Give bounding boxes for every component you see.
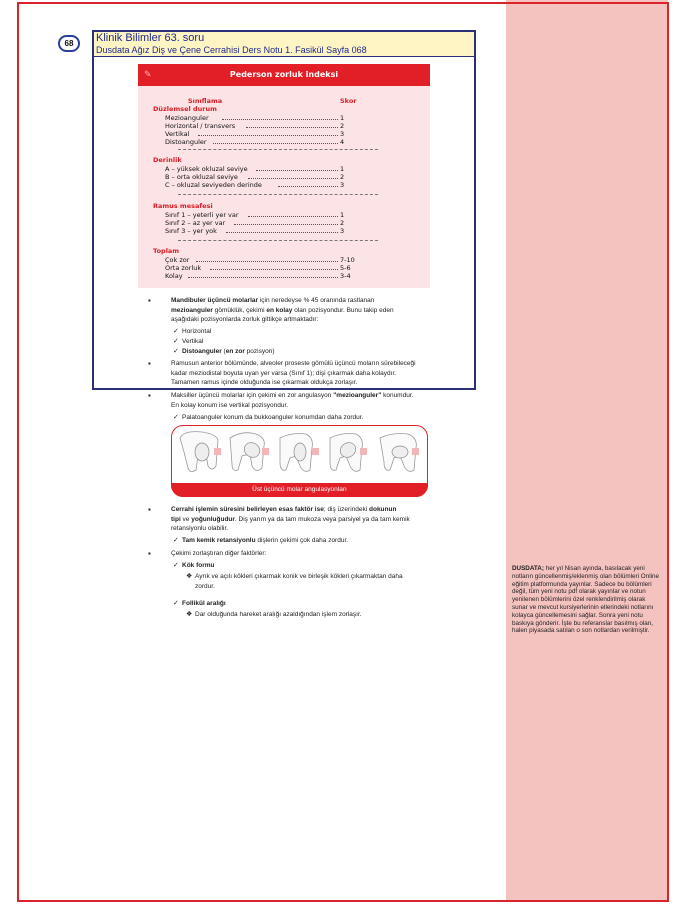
list-item: Tam kemik retansiyonlu dişlerin çekimi çok daha zordur. [182,537,349,544]
leader-line [234,224,338,225]
section-heading: Ramus mesafesi [153,202,213,210]
column-header-class: Sınıflama [188,97,223,105]
table-row-label: Mezioanguler [165,114,209,122]
table-row-label: Sınıf 3 – yer yok [165,227,217,235]
check-icon: ✓ [173,348,179,355]
figure-caption: Üst üçüncü molar angulasyonları [252,486,347,493]
leader-line [248,178,338,179]
table-title: Pederson zorluk indeksi [229,70,339,79]
sidebar-note: DUSDATA; her yıl Nisan ayında, basılacak yeni notların güncellenmiş/eklenmiş olan bölümleri Online eğitim platformunda yayınlar. Sadece bu bölümleri değil, tüm yeni notu pdf olarak yayınlar ve notun yenilenen bölümlerini özel renklendirilmiş olarak sunar ve mevcut kursiyerlerinin ellerindeki notlarını kolayca güncellemesini sağlar. Sonra yeni notu baskıya gönderir. İşte bu referanslar basılmış olan, halen piyasada satılan o son notlardan verilmiştir. [512,565,660,635]
leader-line [196,261,338,262]
page-number-badge: 68 [58,35,80,52]
list-item: Vertikal [182,338,204,345]
list-item: Horizontal [182,328,212,335]
table-row-label: A – yüksek okluzal seviye [165,165,248,173]
table-row-label: Sınıf 2 – az yer var [165,219,226,227]
table-row-score: 3 [340,181,345,189]
molar-illustrations [172,426,428,486]
table-row-score: 2 [340,173,345,181]
table-row-label: Vertikal [165,130,190,138]
paragraph-maxillary: Maksiller üçüncü molarlar için çekimi en zor angulasyon "mezioanguler" konumdur. En kolay konum ise vertikal pozisyondur. [171,392,414,409]
table-row-score: 1 [340,211,345,219]
diamond-icon: ❖ [186,573,193,580]
table-row-label: Kolay [165,272,183,280]
bullet-marker: ▪ [148,549,151,558]
section-divider [178,149,378,150]
table-row-score: 4 [340,138,345,146]
sub-list-item: Ayrık ve açılı kökleri çıkarmak konik ve birleşik kökleri çıkarmaktan daha zordur. [195,573,403,590]
paragraph-other-factors: Çekimi zorlaştıran diğer faktörler: [171,550,267,557]
table-row-label: Çok zor [165,256,190,264]
bullet-marker: ▪ [148,359,151,368]
leader-line [246,127,338,128]
column-header-score: Skor [340,97,357,105]
question-subtitle: Dusdata Ağız Diş ve Çene Cerrahisi Ders Notu 1. Fasikül Sayfa 068 [96,45,367,55]
table-row-label: Horizontal / transvers [165,122,236,130]
paragraph-ramus: Ramusun anterior bölümünde, alveoler proseste gömülü üçüncü moların sürebileceği kadar meziodistal boyuta uyan yer varsa (Sınıf 1); dişi çıkarmak daha kolaydır. Tamamen ramus içinde olduğunda ise çıkarmak oldukça zorlaşır. [171,360,416,386]
question-title: Klinik Bilimler 63. soru [96,32,205,44]
leader-line [278,186,338,187]
table-row-score: 3 [340,227,345,235]
pederson-table [138,64,430,288]
paragraph-surgery-duration: Cerrahi işlemin süresini belirleyen esas faktör ise; diş üzerindeki dokunun tipi ve yoğunluğudur. Diş yarım ya da tam mukoza veya parsiyel ya da tam kemik retansiyonlu olabilir. [171,506,410,532]
table-row-label: C – okluzal seviyeden derinde [165,181,262,189]
list-item: Palatoanguler konum da bukkoanguler konumdan daha zordur. [182,414,364,421]
table-row-score: 3 [340,130,345,138]
table-row-label: Sınıf 1 – yeterli yer var [165,211,239,219]
table-row-score: 2 [340,219,345,227]
diamond-icon: ❖ [186,611,193,618]
table-row-score: 2 [340,122,345,130]
check-icon: ✓ [173,600,179,607]
table-row-score: 7-10 [340,256,355,264]
leader-line [226,232,338,233]
section-heading: Toplam [153,247,180,255]
leader-line [222,119,338,120]
check-icon: ✓ [173,328,179,335]
section-divider [178,194,378,195]
list-item: Distoanguler (en zor pozisyon) [182,348,275,355]
leader-line [210,269,338,270]
leader-line [213,143,338,144]
table-row-score: 1 [340,114,345,122]
list-item: Follikül aralığı [182,600,226,607]
check-icon: ✓ [173,414,179,421]
bullet-marker: ▪ [148,505,151,514]
table-row-label: B – orta okluzal seviye [165,173,238,181]
bullet-marker: ▪ [148,296,151,305]
table-row-score: 1 [340,165,345,173]
table-row-label: Orta zorluk [165,264,202,272]
decorative-icon: ✎ [144,69,152,79]
section-heading: Düzlemsel durum [153,105,217,113]
bullet-marker: ▪ [148,391,151,400]
sub-list-item: Dar olduğunda hareket aralığı azaldığından işlem zorlaşır. [195,611,362,618]
section-heading: Derinlik [153,156,182,164]
paragraph-mandibular: Mandibuler üçüncü molarlar için neredeyse % 45 oranında rastlanan mezioanguler gömüklük, çekimi en kolay olan pozisyondur. Bunu takip eden aşağıdaki pozisyonlarda zorluk gittikçe artmaktadır: [171,297,394,323]
leader-line [188,277,338,278]
leader-line [256,170,338,171]
table-row-score: 5-6 [340,264,351,272]
check-icon: ✓ [173,537,179,544]
table-row-score: 3-4 [340,272,351,280]
leader-line [248,216,338,217]
table-row-label: Distoanguler [165,138,207,146]
leader-line [198,135,338,136]
section-divider [178,240,378,241]
check-icon: ✓ [173,338,179,345]
check-icon: ✓ [173,562,179,569]
list-item: Kök formu [182,562,215,569]
